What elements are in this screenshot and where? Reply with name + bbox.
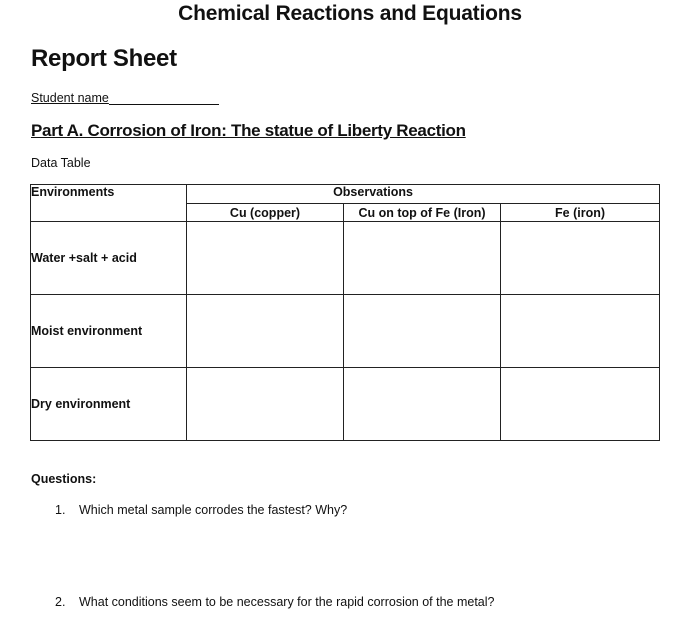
observation-cell[interactable] bbox=[501, 222, 660, 295]
table-row bbox=[31, 222, 660, 295]
observation-cell[interactable] bbox=[501, 295, 660, 368]
table-row bbox=[31, 368, 660, 441]
observation-cell[interactable] bbox=[501, 368, 660, 441]
column-header-cu-on-fe: Cu on top of Fe (Iron) bbox=[344, 204, 501, 222]
column-header-cu: Cu (copper) bbox=[187, 204, 344, 222]
part-a-heading: Part A. Corrosion of Iron: The statue of Liberty Reaction bbox=[31, 121, 466, 140]
environments-header: Environments bbox=[31, 185, 187, 222]
observation-cell[interactable] bbox=[187, 222, 344, 295]
observation-cell[interactable] bbox=[187, 295, 344, 368]
question-item bbox=[55, 503, 347, 517]
environment-cell: Moist environment bbox=[31, 295, 187, 368]
environment-cell: Water +salt + acid bbox=[31, 222, 187, 295]
observation-cell[interactable] bbox=[344, 222, 501, 295]
column-header-fe: Fe (iron) bbox=[501, 204, 660, 222]
question-item bbox=[55, 595, 495, 609]
question-number: 2. bbox=[55, 595, 66, 609]
observation-cell[interactable] bbox=[344, 295, 501, 368]
student-name-blank bbox=[109, 91, 219, 105]
student-name-field bbox=[31, 91, 219, 105]
report-title: Report Sheet bbox=[31, 45, 177, 72]
question-text: Which metal sample corrodes the fastest? Why? bbox=[79, 503, 348, 517]
student-name-label: Student name bbox=[31, 91, 109, 105]
table-caption: Data Table bbox=[31, 156, 91, 170]
question-text: What conditions seem to be necessary for the rapid corrosion of the metal? bbox=[79, 595, 495, 609]
observations-header-label: Observations bbox=[333, 185, 413, 199]
data-table bbox=[30, 184, 660, 441]
questions-heading: Questions: bbox=[31, 472, 97, 486]
question-number: 1. bbox=[55, 503, 66, 517]
observations-header bbox=[187, 185, 660, 204]
table-header-row bbox=[31, 185, 660, 204]
table-row bbox=[31, 295, 660, 368]
document-title: Chemical Reactions and Equations bbox=[178, 2, 522, 25]
observation-cell[interactable] bbox=[344, 368, 501, 441]
observation-cell[interactable] bbox=[187, 368, 344, 441]
environment-cell: Dry environment bbox=[31, 368, 187, 441]
